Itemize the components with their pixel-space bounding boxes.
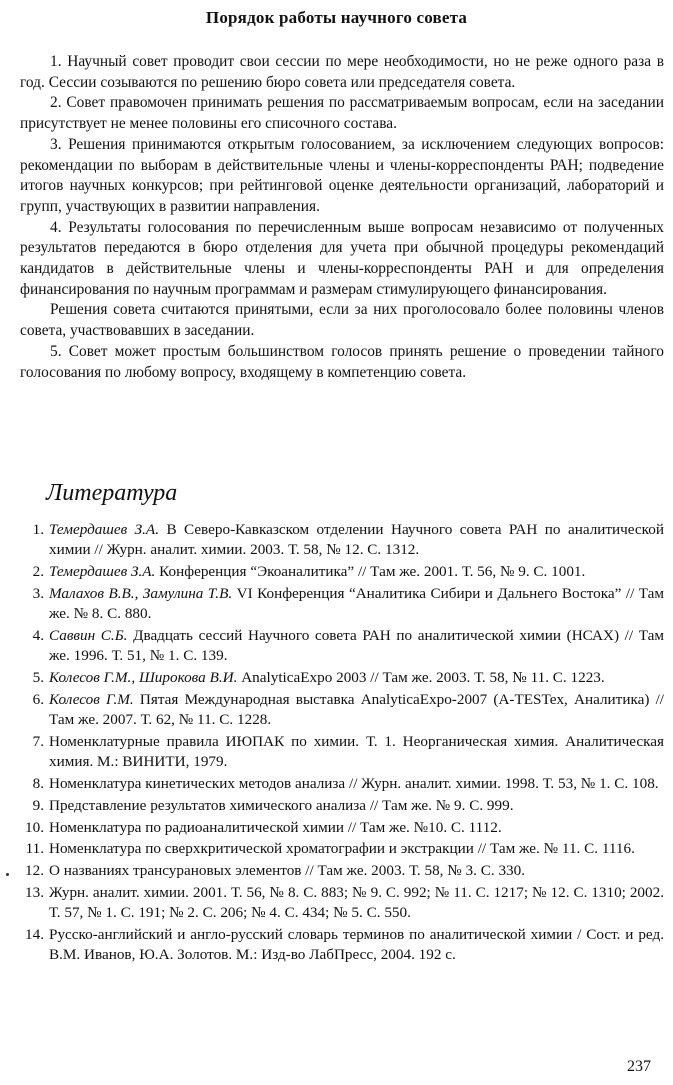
reference-text <box>49 584 664 625</box>
reference-item <box>14 690 664 731</box>
reference-body: В Северо-Кавказском отделении Научного совета РАН по аналитической химии // Журн. аналит. химии. 2003. Т. 58, № 12. С. 1312. <box>49 521 664 559</box>
reference-body: Пятая Международная выставка AnalyticaExpo-2007 (A-TESTex, Аналитика) // Там же. 2007. Т. 62, № 11. С. 1228. <box>49 690 665 729</box>
reference-item <box>14 861 664 881</box>
reference-number: 13. <box>25 884 44 902</box>
reference-item <box>14 774 664 794</box>
reference-body: Двадцать сессий Научного совета РАН по аналитической химии (НСАХ) // Там же. 1996. Т. 51, № 1. С. 139. <box>49 626 665 665</box>
reference-item <box>14 626 664 667</box>
reference-body: VI Конференция “Аналитика Сибири и Дальнего Востока” // Там же. № 8. С. 880. <box>49 584 664 623</box>
reference-item <box>14 818 664 838</box>
paragraph-4: 4. Результаты голосования по перечисленным выше вопросам независимо от полученных результатов передаются в бюро отделения для учета при обычной процедуры рекомендаций кандидатов в действительные члены и члены-корреспонденты РАН и для определения финансирования по научным программам и размерам стимулирующего финансирования. <box>20 218 664 298</box>
reference-item <box>14 796 664 816</box>
reference-item <box>14 584 664 625</box>
reference-list <box>14 520 664 967</box>
reference-author: Темердашев З.А. <box>49 563 156 581</box>
reference-text <box>49 562 664 582</box>
reference-item <box>14 925 664 966</box>
reference-number: 10. <box>25 818 44 836</box>
paragraph-3: 3. Решения принимаются открытым голосованием, за исключением следующих вопросов: рекомендации по выборам в действительные члены и члены-корреспонденты РАН; подведение итогов научных конкурсов; при рейтинговой оценке деятельности организаций, лабораторий и групп, участвующих в развитии направления. <box>20 135 664 215</box>
reference-number: 5. <box>32 669 44 687</box>
reference-number: 11. <box>25 840 44 858</box>
paragraph-5: 5. Совет может простым большинством голосов принять решение о проведении тайного голосования по любому вопросу, входящему в компетенцию совета. <box>20 342 664 381</box>
reference-body: Номенклатура по радиоаналитической химии // Там же. №10. С. 1112. <box>49 818 502 836</box>
reference-item <box>14 562 664 582</box>
reference-author: Колесов Г.М. <box>49 690 134 708</box>
reference-item <box>14 520 664 561</box>
page-title: Порядок работы научного совета <box>205 8 468 27</box>
scan-speck <box>6 873 9 876</box>
reference-body: Номенклатура по сверхкритической хроматографии и экстракции // Там же. № 11. С. 1116. <box>49 840 635 858</box>
reference-text <box>49 668 664 688</box>
paragraph-2: 2. Совет правомочен принимать решения по рассматриваемым вопросам, если на заседании присутствует не менее половины его списочного состава. <box>20 94 664 133</box>
reference-text <box>49 626 664 667</box>
reference-number: 7. <box>32 732 44 750</box>
reference-body: AnalyticaExpo 2003 // Там же. 2003. Т. 58, № 11. С. 1223. <box>241 669 605 687</box>
reference-body: Номенклатура кинетических методов анализа // Журн. аналит. химии. 1998. Т. 53, № 1. С. 108. <box>49 775 659 793</box>
reference-body: О названиях трансурановых элементов // Там же. 2003. Т. 58, № 3. С. 330. <box>49 862 526 880</box>
reference-body: Русско-английский и англо-русский словарь терминов по аналитической химии / Сост. и ред. В.М. Иванов, Ю.А. Золотов. М.: Изд-во ЛабПресс, 2004. 192 с. <box>49 926 664 964</box>
reference-number: 9. <box>32 796 44 814</box>
literature-heading: Литература <box>46 480 178 506</box>
rules-body <box>20 52 664 383</box>
paragraph-decisions: Решения совета считаются принятыми, если за них проголосовало более половины членов совета, участвовавших в заседании. <box>20 301 664 340</box>
reference-item <box>14 839 664 859</box>
reference-number: 2. <box>32 563 44 581</box>
page-number: 237 <box>627 1058 651 1075</box>
reference-number: 4. <box>32 626 44 644</box>
reference-number: 8. <box>32 775 44 793</box>
reference-item <box>14 732 664 773</box>
paragraph-1: 1. Научный совет проводит свои сессии по мере необходимости, но не реже одного раза в год. Сессии созываются по решению бюро совета или председателя совета. <box>20 53 664 91</box>
reference-number: 6. <box>32 690 44 708</box>
reference-number: 1. <box>32 521 44 538</box>
reference-body: Конференция “Экоаналитика” // Там же. 2001. Т. 56, № 9. С. 1001. <box>159 563 586 581</box>
reference-text <box>49 690 664 731</box>
reference-number: 3. <box>32 584 44 602</box>
reference-body: Представление результатов химического анализа // Там же. № 9. С. 999. <box>49 796 514 814</box>
reference-author: Саввин С.Б. <box>49 626 128 644</box>
reference-number: 12. <box>25 862 44 880</box>
reference-author: Малахов В.В., Замулина Т.В. <box>49 584 233 602</box>
reference-body: Номенклатурные правила ИЮПАК по химии. Т. 1. Неорганическая химия. Аналитическая химия. М.: ВИНИТИ, 1979. <box>49 732 664 771</box>
reference-author: Колесов Г.М., Широкова В.И. <box>49 669 238 687</box>
reference-item <box>14 883 664 924</box>
reference-number: 14. <box>25 926 44 944</box>
reference-text <box>49 520 664 561</box>
reference-item <box>14 668 664 688</box>
reference-body: Журн. аналит. химии. 2001. Т. 56, № 8. С. 883; № 9. С. 992; № 11. С. 1217; № 12. С. 1310; 2002. Т. 57, № 1. С. 191; № 2. С. 206; № 4. С. 434; № 5. С. 550. <box>49 884 664 922</box>
reference-author: Темердашев З.А. <box>49 521 159 538</box>
